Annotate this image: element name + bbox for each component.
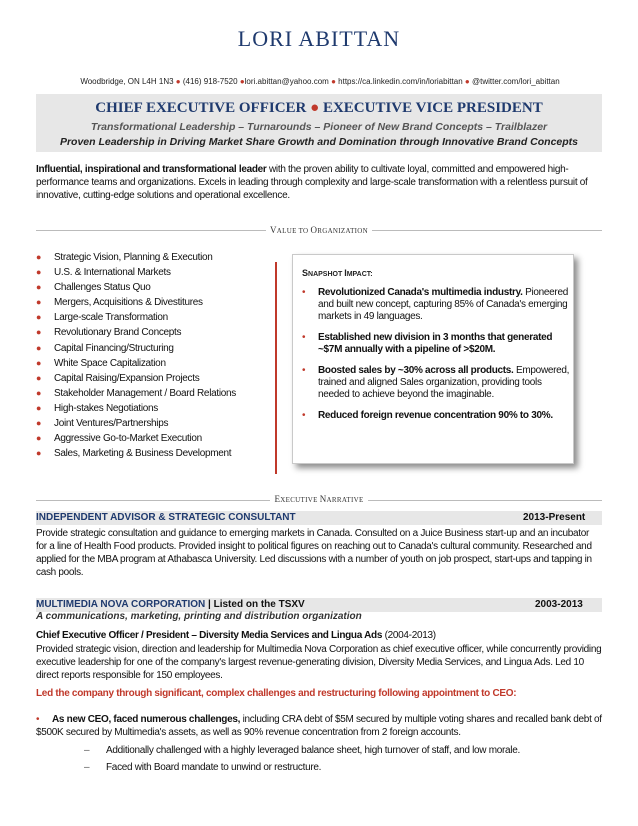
achievement-bullet: • As new CEO, faced numerous challenges, including CRA debt of $5M secured by multiple voting shares and recalled bank debt of $500K secured by Multimedia's assets, as well as 90% revenue concentration from 2 foreign accounts. bbox=[36, 714, 602, 738]
role-evp: EXECUTIVE VICE PRESIDENT bbox=[322, 100, 543, 116]
section-heading-executive bbox=[0, 494, 638, 504]
position-title: Chief Executive Officer / President – Diversity Media Services and Lingua Ads (2004-2013) bbox=[36, 630, 436, 641]
lead-statement: Led the company through significant, complex challenges and restructuring following appointment to CEO: bbox=[36, 688, 517, 699]
bullet-icon: ● bbox=[36, 252, 42, 262]
tagline-secondary: Proven Leadership in Driving Market Share Growth and Domination through Innovative Brand Concepts bbox=[59, 136, 579, 148]
section-heading-text: VALUE TO ORGANIZATION bbox=[266, 227, 372, 235]
list-item: ● U.S. & International Markets bbox=[36, 265, 266, 280]
sub-bullet: – Faced with Board mandate to unwind or restructure. bbox=[84, 762, 322, 773]
role-ceo: CHIEF EXECUTIVE OFFICER bbox=[95, 100, 307, 116]
summary-text: with the proven ability to cultivate loyal, committed and empowered high-performance teams and organizations. Excels in leading through complexity and large-scale transformation with a relentless pursuit of innovative, cutting-edge solutions and operational excellence. bbox=[36, 164, 588, 201]
list-item: ● Stakeholder Management / Board Relations bbox=[36, 386, 266, 401]
separator-dot: ● bbox=[464, 77, 470, 86]
list-item: • Established new division in 3 months that generated ~$7M annually with a pipeline of >$20M. bbox=[302, 332, 553, 355]
bullet-icon: ● bbox=[36, 282, 42, 293]
bullet-icon: ● bbox=[36, 387, 42, 398]
job-dates: 2013-Present bbox=[523, 512, 586, 523]
dash-icon: – bbox=[84, 745, 90, 756]
phone: (416) 918-7520 bbox=[182, 77, 238, 86]
company-industry: A communications, marketing, printing and distribution organization bbox=[36, 611, 362, 622]
list-item: • Boosted sales by ~30% across all products. Empowered, trained and aligned Sales organization, providing tools needed to achieve beyond the imaginable. bbox=[302, 365, 570, 400]
job-title: INDEPENDENT ADVISOR & STRATEGIC CONSULTANT bbox=[36, 512, 296, 523]
list-item: ● Joint Ventures/Partnerships bbox=[36, 416, 266, 431]
bullet-icon: ● bbox=[36, 267, 42, 278]
bullet-icon: ● bbox=[36, 357, 42, 368]
vertical-accent-line bbox=[275, 262, 277, 474]
twitter-link[interactable]: @twitter.com/lori_abittan bbox=[471, 77, 560, 86]
section-heading-value bbox=[0, 225, 638, 235]
bullet-icon: ● bbox=[36, 433, 42, 444]
list-item: ● Mergers, Acquisitions & Divestitures bbox=[36, 295, 266, 310]
separator-dot: ● bbox=[310, 100, 320, 116]
list-item: ● Capital Financing/Structuring bbox=[36, 341, 266, 356]
bullet-icon: • bbox=[302, 287, 306, 298]
skills-list bbox=[36, 250, 266, 461]
list-item: ● Revolutionary Brand Concepts bbox=[36, 325, 266, 340]
list-item: ● Challenges Status Quo bbox=[36, 280, 266, 295]
dash-icon: – bbox=[84, 762, 90, 773]
bullet-icon: ● bbox=[36, 372, 42, 383]
bullet-icon: ● bbox=[36, 327, 42, 338]
section-heading-text: EXECUTIVE NARRATIVE bbox=[270, 496, 367, 504]
list-item: ● Strategic Vision, Planning & Execution bbox=[36, 250, 266, 265]
list-item: ● Capital Raising/Expansion Projects bbox=[36, 371, 266, 386]
job-description: Provide strategic consultation and guidance to emerging markets in Canada. Consulted on a Juice Business start-up and an incubator for a line of Health Food products. Provided insight to political figures on reaching out to Canada's cultural community. Researched and applied for the MBA program at Athabasca University. Led discussions with a number of youth on job prospect, start-ups and tapping in cash pools. bbox=[36, 528, 592, 578]
snapshot-title: SNAPSHOT IMPACT: bbox=[302, 268, 373, 278]
location: Woodbridge, ON L4H 1N3 bbox=[80, 77, 174, 86]
list-item: ● Large-scale Transformation bbox=[36, 310, 266, 325]
profile-summary bbox=[36, 163, 602, 202]
summary-lead: Influential, inspirational and transformational leader bbox=[36, 164, 267, 175]
list-item: • Revolutionized Canada's multimedia industry. Pioneered and built new concept, capturing 85% of Canada's emerging markets in 49 languages. bbox=[302, 287, 568, 322]
bullet-icon: • bbox=[302, 332, 306, 343]
bullet-icon: ● bbox=[36, 448, 42, 459]
email-link[interactable]: lori.abittan@yahoo.com bbox=[244, 77, 329, 86]
list-item: ● Sales, Marketing & Business Development bbox=[36, 446, 266, 461]
role-title bbox=[36, 100, 602, 117]
candidate-name: LORI ABITTAN bbox=[237, 26, 401, 51]
bullet-icon: • bbox=[302, 410, 306, 421]
bullet-icon: ● bbox=[36, 297, 42, 308]
sub-bullet: – Additionally challenged with a highly leveraged balance sheet, high turnover of staff, and low morale. bbox=[84, 745, 520, 756]
bullet-icon: • bbox=[302, 365, 306, 376]
separator-dot: ● bbox=[175, 77, 181, 86]
snapshot-list bbox=[302, 287, 570, 431]
job-description: Provided strategic vision, direction and leadership for Multimedia Nova Corporation as chief executive officer, while concurrently providing executive leadership for one of the company's largest revenue-generating division, Diversity Media Services, and Lingua Ads. Led 10 direct reports responsible for 150 employees. bbox=[36, 644, 602, 681]
contact-line bbox=[40, 77, 600, 86]
company-name: MULTIMEDIA NOVA CORPORATION | Listed on the TSXV bbox=[36, 599, 305, 610]
bullet-icon: • bbox=[36, 714, 40, 725]
list-item: ● Aggressive Go-to-Market Execution bbox=[36, 431, 266, 446]
tagline-primary: Transformational Leadership – Turnarounds – Pioneer of New Brand Concepts – Trailblazer bbox=[90, 121, 548, 133]
list-item: • Reduced foreign revenue concentration 90% to 30%. bbox=[302, 410, 553, 421]
list-item: ● White Space Capitalization bbox=[36, 356, 266, 371]
bullet-icon: ● bbox=[36, 342, 42, 353]
linkedin-link[interactable]: https://ca.linkedin.com/in/loriabittan bbox=[338, 77, 463, 86]
bullet-icon: ● bbox=[36, 418, 42, 429]
separator-dot: ● bbox=[331, 77, 336, 86]
bullet-icon: ● bbox=[36, 402, 42, 413]
bullet-icon: ● bbox=[36, 312, 42, 323]
job-dates: 2003-2013 bbox=[535, 599, 583, 610]
list-item: ● High-stakes Negotiations bbox=[36, 401, 266, 416]
separator-dot: ● bbox=[239, 77, 245, 86]
